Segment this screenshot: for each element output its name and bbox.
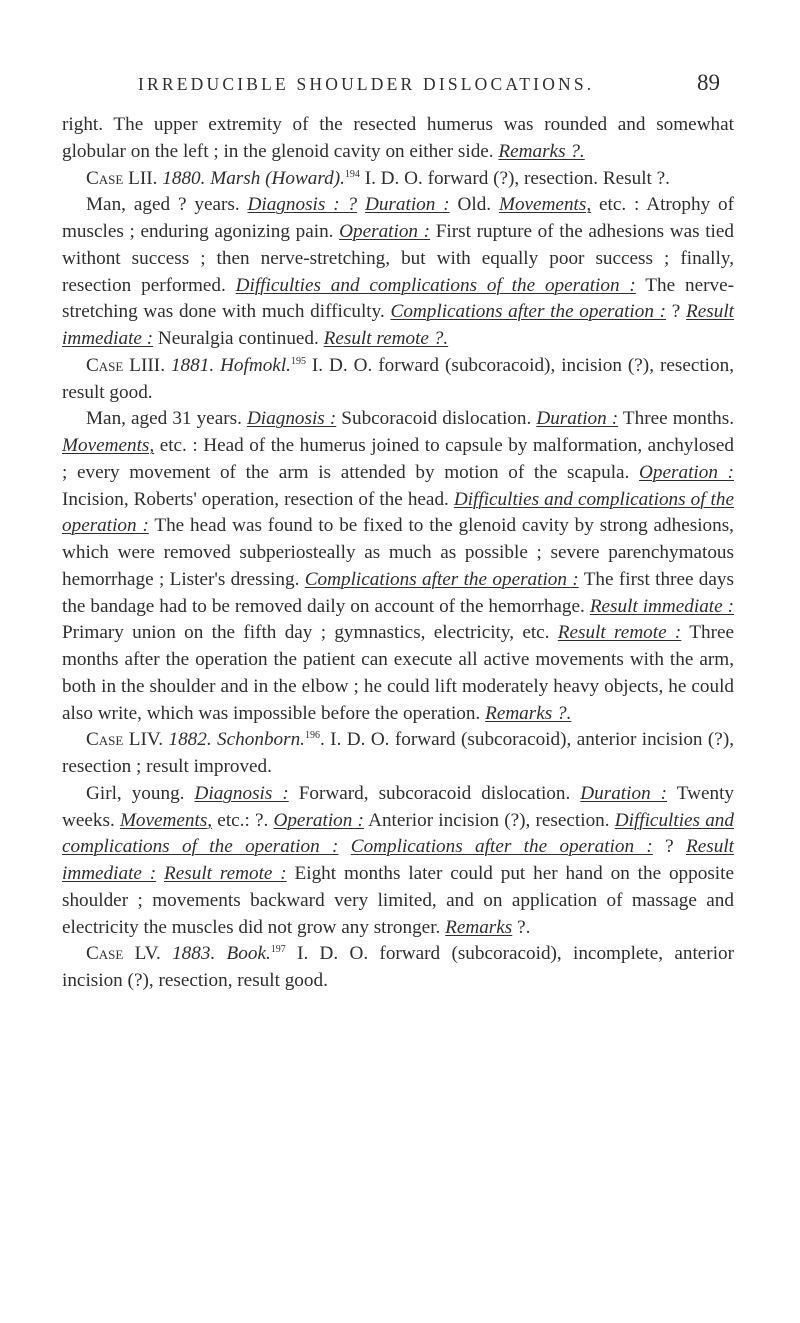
- duration-label: Duration :: [580, 782, 668, 804]
- case-heading-52: [62, 166, 734, 193]
- remarks-label: Remarks ?.: [485, 702, 572, 724]
- case-label: Case LIV.: [86, 729, 164, 751]
- detail-text: Primary union on the fifth day ; gymnastics, electricity, etc.: [62, 622, 558, 644]
- body-text: [62, 112, 734, 995]
- result-remote-label: Result remote ?.: [323, 328, 449, 349]
- case-year: 1882.: [168, 729, 212, 751]
- detail-text: etc. : Atrophy of muscles ; enduring agonizing pain.: [62, 194, 735, 242]
- detail-text: The head was found to be fixed to the glenoid cavity by strong adhesions, which were removed subperiosteally as much as possible ; severe parenchymatous hemorrhage ; Lister's dressing.: [62, 515, 734, 590]
- result-remote-label: Result remote :: [557, 622, 682, 644]
- detail-text: [156, 863, 164, 884]
- detail-text: Subcoracoid dislocation.: [336, 408, 537, 430]
- duration-label: Duration :: [536, 408, 619, 430]
- detail-text: Twenty weeks.: [62, 782, 734, 831]
- detail-text: ?.: [512, 916, 531, 938]
- detail-text: [357, 194, 365, 215]
- case-heading-55: [62, 941, 734, 995]
- difficulties-label: Difficulties and complications of the operation :: [62, 488, 735, 537]
- result-remote-label: Result remote :: [164, 863, 287, 884]
- detail-text: Man, aged 31 years.: [86, 408, 247, 430]
- case-details-53: [62, 406, 734, 727]
- diagnosis-label: Diagnosis : ?: [247, 194, 358, 216]
- detail-text: Girl, young.: [86, 782, 195, 804]
- case-author: Book.: [226, 943, 271, 965]
- case-label: Case LIII.: [86, 354, 165, 376]
- detail-text: Three months after the operation the patient can execute all active movements with the arm, both in the shoulder and in the elbow ; he could lift moderately heavy objects, he could also write, which was impossible before the operation.: [62, 622, 735, 724]
- operation-label: Operation :: [339, 221, 431, 242]
- case-author: Schonborn.: [217, 729, 305, 751]
- movements-label: Movements,: [119, 809, 213, 831]
- case-year: 1881.: [170, 354, 215, 376]
- remarks-label: Remarks: [445, 916, 513, 938]
- remarks-label: Remarks ?.: [498, 140, 585, 162]
- movements-label: Movements,: [62, 435, 155, 456]
- detail-text: Incision, Roberts' operation, resection of the head.: [62, 488, 454, 510]
- footnote-ref: 195: [290, 355, 306, 367]
- paragraph-text: right. The upper extremity of the resected humerus was rounded and somewhat globular on the left ; in the glenoid cavity on either side.: [62, 114, 734, 162]
- page-header: [0, 70, 800, 104]
- footnote-ref: 196: [304, 730, 320, 742]
- case-author: Hofmokl.: [220, 354, 291, 376]
- detail-text: First rupture of the adhesions was tied withont success ; then nerve-stretching, but with equally poor success ; finally, resection performed.: [62, 221, 734, 296]
- difficulties-label: Difficulties and complications of the operation :: [235, 274, 636, 296]
- detail-text: ?: [666, 301, 687, 323]
- movements-label: Movements,: [498, 194, 592, 216]
- running-head: IRREDUCIBLE SHOULDER DISLOCATIONS.: [138, 74, 595, 94]
- duration-label: Duration :: [364, 194, 450, 216]
- difficulties-label: Difficulties and complications of the operation :: [62, 809, 734, 858]
- diagnosis-label: Diagnosis :: [194, 782, 289, 804]
- operation-label: Operation :: [273, 809, 364, 831]
- detail-text: Eight months later could put her hand on the opposite shoulder ; movements backward very limited, and on application of massage and electricity the muscles did not grow any stronger.: [62, 863, 734, 938]
- complications-label: Complications after the operation :: [304, 568, 579, 590]
- detail-text: Forward, subcoracoid dislocation.: [288, 782, 581, 804]
- case-summary: I. D. O. forward (subcoracoid), incision (?), resection, result good.: [62, 354, 734, 403]
- detail-text: The first three days the bandage had to be removed daily on account of the hemorrhage.: [62, 568, 734, 617]
- detail-text: Old.: [449, 194, 499, 216]
- result-immediate-label: Result immediate :: [589, 595, 735, 617]
- diagnosis-label: Diagnosis :: [246, 408, 337, 430]
- case-label: Case LV.: [86, 943, 161, 965]
- case-year: 1880.: [162, 167, 206, 189]
- case-details-54: [62, 781, 734, 942]
- detail-text: Neuralgia continued.: [153, 328, 324, 349]
- detail-text: etc. : Head of the humerus joined to capsule by malformation, anchylosed ; every movement of the arm is attended by motion of the scapula.: [62, 435, 734, 483]
- complications-label: Complications after the operation :: [390, 301, 667, 323]
- case-summary: . I. D. O. forward (subcoracoid), anterior incision (?), resection ; result improved.: [62, 729, 735, 777]
- detail-text: etc.: ?.: [212, 809, 274, 831]
- detail-text: The nerve-stretching was done with much difficulty.: [62, 274, 734, 323]
- case-summary: I. D. O. forward (subcoracoid), incomplete, anterior incision (?), resection, result good.: [62, 943, 735, 991]
- operation-label: Operation :: [639, 461, 734, 483]
- result-immediate-label: Result immediate :: [62, 301, 734, 349]
- case-heading-54: [62, 727, 734, 781]
- case-details-52: [62, 192, 734, 353]
- detail-text: Three months.: [618, 408, 735, 430]
- paragraph-continuation: [62, 112, 734, 166]
- footnote-ref: 197: [270, 944, 286, 956]
- case-author: Marsh (Howard).: [210, 167, 345, 189]
- detail-text: [338, 836, 350, 857]
- case-heading-53: [62, 353, 734, 407]
- detail-text: Anterior incision (?), resection.: [363, 809, 615, 831]
- footnote-ref: 194: [344, 168, 360, 180]
- detail-text: ?: [652, 836, 687, 858]
- case-year: 1883.: [172, 943, 216, 965]
- case-summary: I. D. O. forward (?), resection. Result ?.: [359, 167, 670, 189]
- case-label: Case LII.: [86, 167, 158, 189]
- detail-text: Man, aged ? years.: [86, 194, 248, 216]
- complications-label: Complications after the operation :: [350, 836, 653, 858]
- page-number: 89: [697, 70, 720, 95]
- result-immediate-label: Result immediate :: [62, 836, 734, 884]
